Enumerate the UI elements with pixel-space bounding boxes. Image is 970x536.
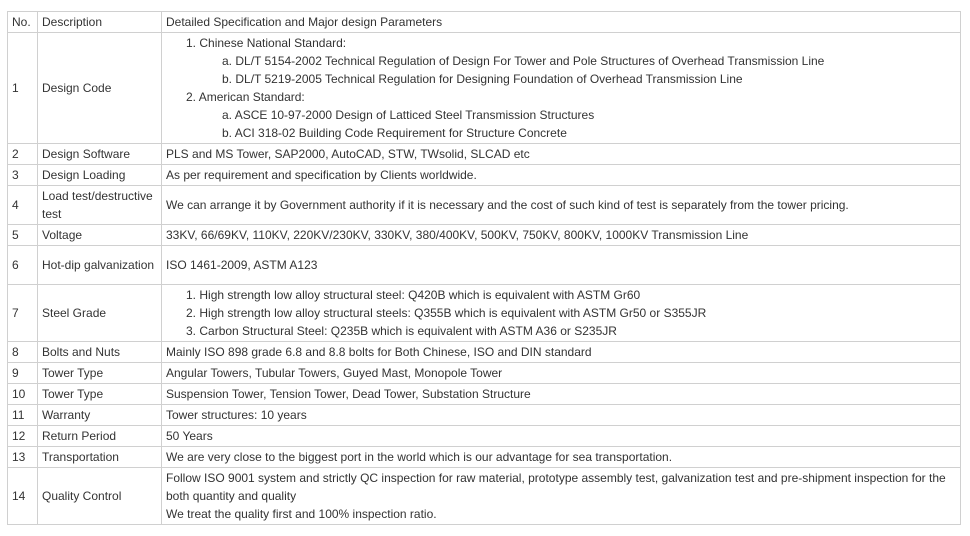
row-description: Design Code xyxy=(38,33,162,144)
sub-list-item xyxy=(222,124,956,142)
row-description: Design Loading xyxy=(38,165,162,186)
row-description: Return Period xyxy=(38,426,162,447)
table-row xyxy=(8,186,961,225)
row-description: Quality Control xyxy=(38,468,162,525)
table-row xyxy=(8,285,961,342)
sub-marker: a. xyxy=(222,108,233,122)
row-no: 13 xyxy=(8,447,38,468)
row-no: 8 xyxy=(8,342,38,363)
row-description: Voltage xyxy=(38,225,162,246)
spec-table xyxy=(7,11,961,525)
list-marker: 2. xyxy=(186,306,197,320)
row-no: 4 xyxy=(8,186,38,225)
table-row xyxy=(8,384,961,405)
row-spec xyxy=(162,468,961,525)
row-description: Load test/destructive test xyxy=(38,186,162,225)
list-item xyxy=(186,304,956,322)
row-no: 5 xyxy=(8,225,38,246)
row-no: 1 xyxy=(8,33,38,144)
header-description: Description xyxy=(38,12,162,33)
sub-list-item xyxy=(222,70,956,88)
sub-text: DL/T 5219-2005 Technical Regulation for Designing Foundation of Overhead Transmission Line xyxy=(235,72,743,86)
row-spec xyxy=(162,33,961,144)
list-marker: 1. xyxy=(186,36,197,50)
row-spec: Angular Towers, Tubular Towers, Guyed Mast, Monopole Tower xyxy=(162,363,961,384)
qc-line: We treat the quality first and 100% inspection ratio. xyxy=(166,507,437,521)
list-item xyxy=(186,34,956,88)
header-spec: Detailed Specification and Major design Parameters xyxy=(162,12,961,33)
row-spec: Suspension Tower, Tension Tower, Dead Tower, Substation Structure xyxy=(162,384,961,405)
row-description: Tower Type xyxy=(38,363,162,384)
list-marker: 1. xyxy=(186,288,197,302)
row-description: Steel Grade xyxy=(38,285,162,342)
table-row xyxy=(8,342,961,363)
table-row xyxy=(8,165,961,186)
sub-text: ASCE 10-97-2000 Design of Latticed Steel Transmission Structures xyxy=(234,108,595,122)
table-header-row xyxy=(8,12,961,33)
row-spec: Tower structures: 10 years xyxy=(162,405,961,426)
table-row xyxy=(8,447,961,468)
qc-line: Follow ISO 9001 system and strictly QC inspection for raw material, prototype assembly test, galvanization test and pre-shipment inspection for the both quantity and quality xyxy=(166,471,946,503)
row-spec: PLS and MS Tower, SAP2000, AutoCAD, STW, TWsolid, SLCAD etc xyxy=(162,144,961,165)
list-text: Chinese National Standard: xyxy=(199,36,347,50)
row-spec: 33KV, 66/69KV, 110KV, 220KV/230KV, 330KV, 380/400KV, 500KV, 750KV, 800KV, 1000KV Transmission Line xyxy=(162,225,961,246)
row-no: 14 xyxy=(8,468,38,525)
table-row xyxy=(8,246,961,285)
list-text: High strength low alloy structural steel: Q420B which is equivalent with ASTM Gr60 xyxy=(199,288,641,302)
row-spec: 50 Years xyxy=(162,426,961,447)
steel-grade-list xyxy=(166,286,956,340)
list-text: Carbon Structural Steel: Q235B which is equivalent with ASTM A36 or S235JR xyxy=(199,324,617,338)
table-row xyxy=(8,33,961,144)
sub-list-item xyxy=(222,52,956,70)
row-description: Transportation xyxy=(38,447,162,468)
row-no: 6 xyxy=(8,246,38,285)
row-no: 3 xyxy=(8,165,38,186)
row-description: Tower Type xyxy=(38,384,162,405)
row-description: Warranty xyxy=(38,405,162,426)
table-row xyxy=(8,468,961,525)
row-spec: Mainly ISO 898 grade 6.8 and 8.8 bolts for Both Chinese, ISO and DIN standard xyxy=(162,342,961,363)
row-no: 9 xyxy=(8,363,38,384)
row-spec: As per requirement and specification by Clients worldwide. xyxy=(162,165,961,186)
sub-list-item xyxy=(222,106,956,124)
row-description: Hot-dip galvanization xyxy=(38,246,162,285)
row-spec: ISO 1461-2009, ASTM A123 xyxy=(162,246,961,285)
list-item xyxy=(186,88,956,142)
sub-marker: b. xyxy=(222,126,233,140)
sub-list xyxy=(186,106,956,142)
table-row xyxy=(8,405,961,426)
sub-marker: a. xyxy=(222,54,233,68)
list-item xyxy=(186,286,956,304)
list-text: High strength low alloy structural steels: Q355B which is equivalent with ASTM Gr50 or S355JR xyxy=(199,306,707,320)
sub-text: ACI 318-02 Building Code Requirement for Structure Concrete xyxy=(234,126,567,140)
sub-text: DL/T 5154-2002 Technical Regulation of Design For Tower and Pole Structures of Overhead Transmission Line xyxy=(235,54,825,68)
row-description: Design Software xyxy=(38,144,162,165)
list-marker: 2. xyxy=(186,90,197,104)
table-row xyxy=(8,225,961,246)
list-item xyxy=(186,322,956,340)
row-no: 10 xyxy=(8,384,38,405)
header-no: No. xyxy=(8,12,38,33)
table-row xyxy=(8,426,961,447)
spec-table-container xyxy=(7,11,960,525)
row-spec: We are very close to the biggest port in the world which is our advantage for sea transportation. xyxy=(162,447,961,468)
list-text: American Standard: xyxy=(198,90,305,104)
row-no: 11 xyxy=(8,405,38,426)
row-no: 2 xyxy=(8,144,38,165)
table-row xyxy=(8,363,961,384)
row-spec xyxy=(162,285,961,342)
row-description: Bolts and Nuts xyxy=(38,342,162,363)
row-no: 12 xyxy=(8,426,38,447)
row-no: 7 xyxy=(8,285,38,342)
list-marker: 3. xyxy=(186,324,197,338)
sub-marker: b. xyxy=(222,72,233,86)
row-spec: We can arrange it by Government authority if it is necessary and the cost of such kind of test is separately from the tower pricing. xyxy=(162,186,961,225)
sub-list xyxy=(186,52,956,88)
table-row xyxy=(8,144,961,165)
design-code-list xyxy=(166,34,956,142)
